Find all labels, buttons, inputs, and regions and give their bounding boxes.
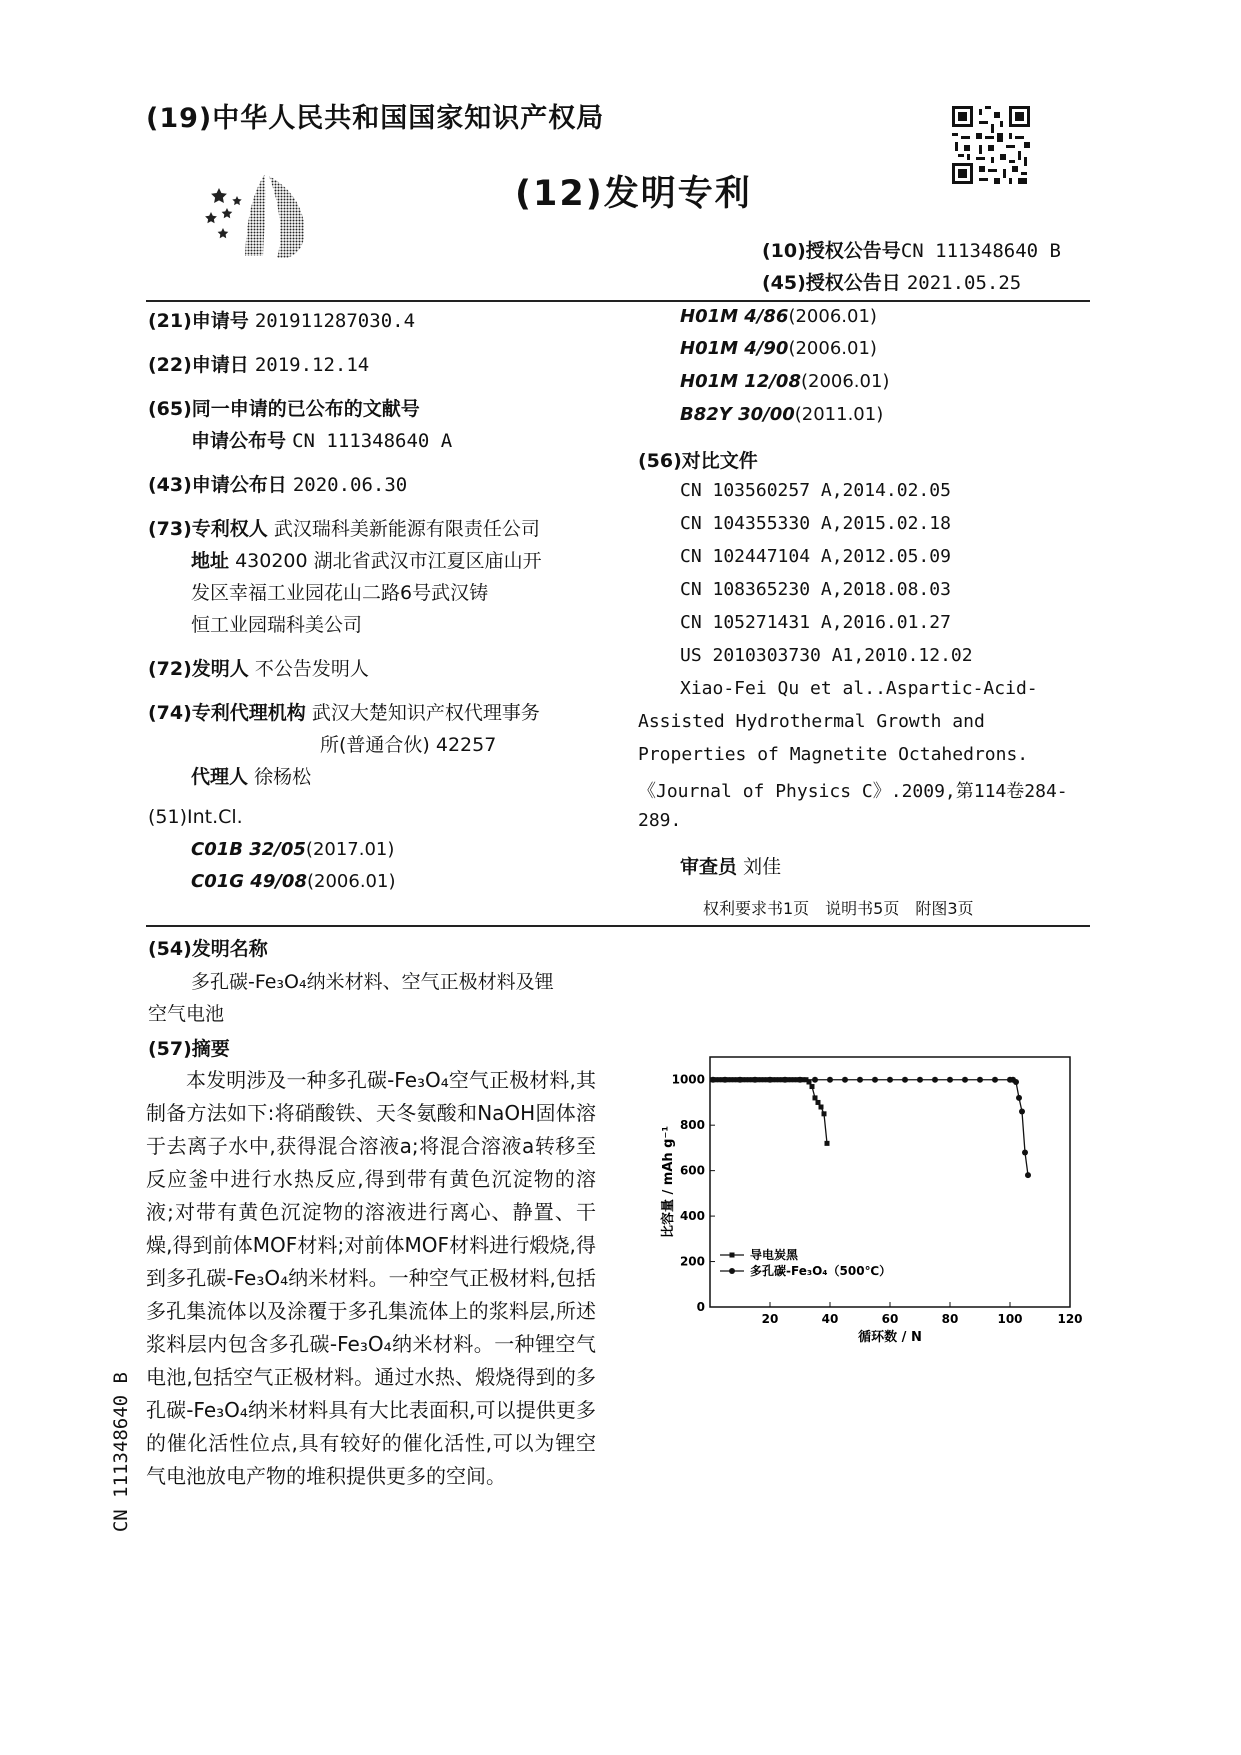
agency-name-line-1: 武汉大楚知识产权代理事务: [311, 702, 540, 724]
y-tick-label: 800: [679, 1118, 705, 1133]
capacity-chart-svg: [648, 1045, 1083, 1355]
legend-marker-circle: [729, 1268, 735, 1274]
ipc-code: C01B 32/05: [191, 839, 306, 860]
cited-doc: CN 103560257 A,2014.02.05: [680, 480, 951, 501]
examiner-row: [680, 852, 781, 879]
cited-docs-heading: [638, 446, 758, 473]
page-count: 权利要求书1页 说明书5页 附图3页: [703, 899, 974, 918]
invention-title-heading: [148, 934, 268, 961]
cnipa-logo-icon: [205, 168, 313, 264]
data-point-circle: [992, 1077, 998, 1083]
inventor-row: [148, 654, 369, 681]
publication-date-label: (43)申请公布日: [148, 474, 287, 496]
data-point-circle: [1013, 1079, 1019, 1085]
ipc-code: H01M 12/08: [680, 371, 801, 392]
agency-row: [148, 698, 540, 725]
ipc-code: C01G 49/08: [191, 871, 307, 892]
inventor-label: (72)发明人: [148, 658, 249, 680]
application-date-row: [148, 350, 369, 377]
series-line: [713, 1080, 1028, 1175]
series-line: [713, 1080, 827, 1144]
address-line-1: 430200 湖北省武汉市江夏区庙山开: [235, 550, 542, 572]
data-point-circle: [977, 1077, 983, 1083]
inventor-name: 不公告发明人: [254, 658, 369, 680]
cited-doc: US 2010303730 A1,2010.12.02: [680, 645, 973, 666]
data-point-circle: [812, 1077, 818, 1083]
x-tick-label: 100: [997, 1312, 1023, 1326]
agency-label: (74)专利代理机构: [148, 702, 306, 724]
data-point-circle: [1016, 1095, 1022, 1101]
data-point-square: [819, 1105, 824, 1110]
ipc-entry: [680, 306, 877, 327]
legend-label: 导电炭黑: [750, 1248, 799, 1262]
data-point-circle: [1025, 1172, 1031, 1178]
ipc-code: H01M 4/90: [680, 338, 789, 359]
invention-title-line-1: 多孔碳-Fe₃O₄纳米材料、空气正极材料及锂: [191, 971, 554, 993]
published-doc-label: [148, 394, 420, 421]
data-point-square: [816, 1100, 821, 1105]
x-tick-label: 60: [881, 1312, 899, 1326]
data-point-circle: [902, 1077, 908, 1083]
data-point-circle: [962, 1077, 968, 1083]
data-point-circle: [767, 1077, 773, 1083]
cited-docs-label: (56)对比文件: [638, 450, 758, 472]
data-point-circle: [1022, 1149, 1028, 1155]
data-point-square: [813, 1095, 818, 1100]
cited-literature-line: Properties of Magnetite Octahedrons.: [638, 744, 1029, 765]
cited-doc: CN 104355330 A,2015.02.18: [680, 513, 951, 534]
address-row: [191, 546, 542, 573]
y-tick-label: 0: [696, 1300, 705, 1314]
agent-row: [191, 762, 311, 789]
publication-date: 2020.06.30: [292, 474, 408, 496]
legend-marker-square: [730, 1253, 735, 1258]
header-divider: [146, 300, 1090, 302]
publication-date-row: [148, 470, 407, 497]
ipc-code: B82Y 30/00: [680, 404, 795, 425]
data-point-square: [810, 1084, 815, 1089]
address-line-3: 恒工业园瑞科美公司: [191, 614, 363, 636]
abstract-heading: [148, 1034, 230, 1061]
invention-title-line-2: 空气电池: [148, 1003, 225, 1025]
data-point-circle: [737, 1077, 743, 1083]
grant-number-label: (10)授权公告号: [762, 240, 901, 262]
data-point-circle: [752, 1077, 758, 1083]
application-date-label: (22)申请日: [148, 354, 249, 376]
ipc-entry: [680, 338, 877, 359]
data-point-square: [822, 1111, 827, 1116]
ipc-version: (2017.01): [305, 839, 395, 860]
x-tick-label: 20: [761, 1312, 779, 1326]
qr-code-icon: [952, 106, 1030, 184]
address-label: 地址: [191, 550, 230, 572]
y-axis-label: 比容量 / mAh g⁻¹: [661, 1125, 676, 1239]
document-type: (12)发明专利: [515, 174, 752, 214]
section-divider: [146, 925, 1090, 927]
data-point-circle: [1019, 1109, 1025, 1115]
legend-label: 多孔碳-Fe₃O₄（500℃）: [750, 1264, 892, 1278]
patentee-name: 武汉瑞科美新能源有限责任公司: [273, 518, 540, 540]
data-point-circle: [827, 1077, 833, 1083]
grant-date: 2021.05.25: [906, 272, 1022, 294]
data-point-circle: [932, 1077, 938, 1083]
data-point-circle: [797, 1077, 803, 1083]
cited-literature-line: 289.: [638, 810, 682, 831]
y-tick-label: 600: [679, 1163, 705, 1178]
agent-label: 代理人: [191, 766, 249, 788]
cited-doc: CN 102447104 A,2012.05.09: [680, 546, 951, 567]
ipc-version: (2006.01): [800, 371, 890, 392]
data-point-circle: [947, 1077, 953, 1083]
agency-name-line-2: 所(普通合伙) 42257: [320, 734, 497, 756]
ipc-version: (2011.01): [794, 404, 884, 425]
examiner-label: 审查员: [680, 856, 738, 878]
ipc-entry: [680, 371, 889, 392]
abstract-text: 本发明涉及一种多孔碳-Fe₃O₄空气正极材料,其制备方法如下:将硝酸铁、天冬氨酸和NaOH固体溶于去离子水中,获得混合溶液a;将混合溶液a转移至反应釜中进行水热反应,得到带有黄色沉淀物的溶液;对带有黄色沉淀物的溶液进行离心、静置、干燥,得到前体MOF材料;对前体MOF材料进行煅烧,得到多孔碳-Fe₃O₄纳米材料。一种空气正极材料,包括多孔集流体以及涂覆于多孔集流体上的浆料层,所述浆料层内包含多孔碳-Fe₃O₄纳米材料。一种锂空气电池,包括空气正极材料。通过水热、煅烧得到的多孔碳-Fe₃O₄纳米材料具有大比表面积,可以提供更多的催化活性位点,具有较好的催化活性,可以为锂空气电池放电产物的堆积提供更多的空间。: [146, 1068, 596, 1488]
grant-number-row: [762, 236, 1061, 263]
grant-number: CN 111348640 B: [900, 240, 1061, 262]
application-number-label: (21)申请号: [148, 310, 249, 332]
x-tick-label: 80: [941, 1312, 959, 1326]
intcl-entry: [191, 871, 395, 892]
intcl-label: [148, 806, 243, 828]
data-point-square: [825, 1141, 830, 1146]
x-tick-label: 40: [821, 1312, 839, 1326]
data-point-circle: [842, 1077, 848, 1083]
abstract-label: (57)摘要: [148, 1038, 230, 1060]
ipc-code: H01M 4/86: [680, 306, 789, 327]
cited-literature-line: Xiao-Fei Qu et al..Aspartic-Acid-: [680, 678, 1038, 699]
address-line-2: 发区幸福工业园花山二路6号武汉铸: [191, 582, 489, 604]
data-point-circle: [887, 1077, 893, 1083]
publication-number-row: [191, 426, 452, 453]
grant-date-row: [762, 268, 1021, 295]
agent-name: 徐杨松: [254, 766, 312, 788]
y-tick-label: 200: [679, 1254, 705, 1269]
patentee-label: (73)专利权人: [148, 518, 268, 540]
intcl-entry: [191, 839, 394, 860]
data-point-circle: [722, 1077, 728, 1083]
cited-literature-line: Assisted Hydrothermal Growth and: [638, 711, 985, 732]
cited-doc: CN 105271431 A,2016.01.27: [680, 612, 951, 633]
y-tick-label: 1000: [671, 1072, 705, 1087]
data-point-circle: [872, 1077, 878, 1083]
ipc-version: (2006.01): [788, 306, 877, 327]
application-date: 2019.12.14: [254, 354, 370, 376]
grant-date-label: (45)授权公告日: [762, 272, 901, 294]
ipc-version: (2006.01): [306, 871, 396, 892]
examiner-name: 刘佳: [743, 856, 782, 878]
application-number-row: [148, 306, 415, 333]
ipc-entry: [680, 404, 883, 425]
intcl-heading: (51)Int.Cl.: [148, 806, 243, 828]
data-point-circle: [782, 1077, 788, 1083]
data-point-circle: [710, 1077, 716, 1083]
data-point-circle: [857, 1077, 863, 1083]
published-doc-heading: (65)同一申请的已公布的文献号: [148, 398, 420, 420]
side-publication-number: CN 111348640 B: [110, 1372, 132, 1533]
invention-title-label: (54)发明名称: [148, 938, 268, 960]
publication-number-label: 申请公布号: [191, 430, 287, 452]
y-tick-label: 400: [679, 1209, 705, 1224]
cited-doc: CN 108365230 A,2018.08.03: [680, 579, 951, 600]
application-number: 201911287030.4: [254, 310, 416, 332]
x-tick-label: 120: [1057, 1312, 1083, 1326]
cited-literature-line: 《Journal of Physics C》.2009,第114卷284-: [638, 781, 1068, 802]
publication-number: CN 111348640 A: [292, 430, 453, 452]
ipc-version: (2006.01): [788, 338, 877, 359]
patentee-row: [148, 514, 540, 541]
data-point-circle: [917, 1077, 923, 1083]
office-name: (19)中华人民共和国国家知识产权局: [146, 103, 605, 134]
x-axis-label: 循环数 / N: [858, 1330, 922, 1345]
capacity-chart: [648, 1045, 1083, 1355]
